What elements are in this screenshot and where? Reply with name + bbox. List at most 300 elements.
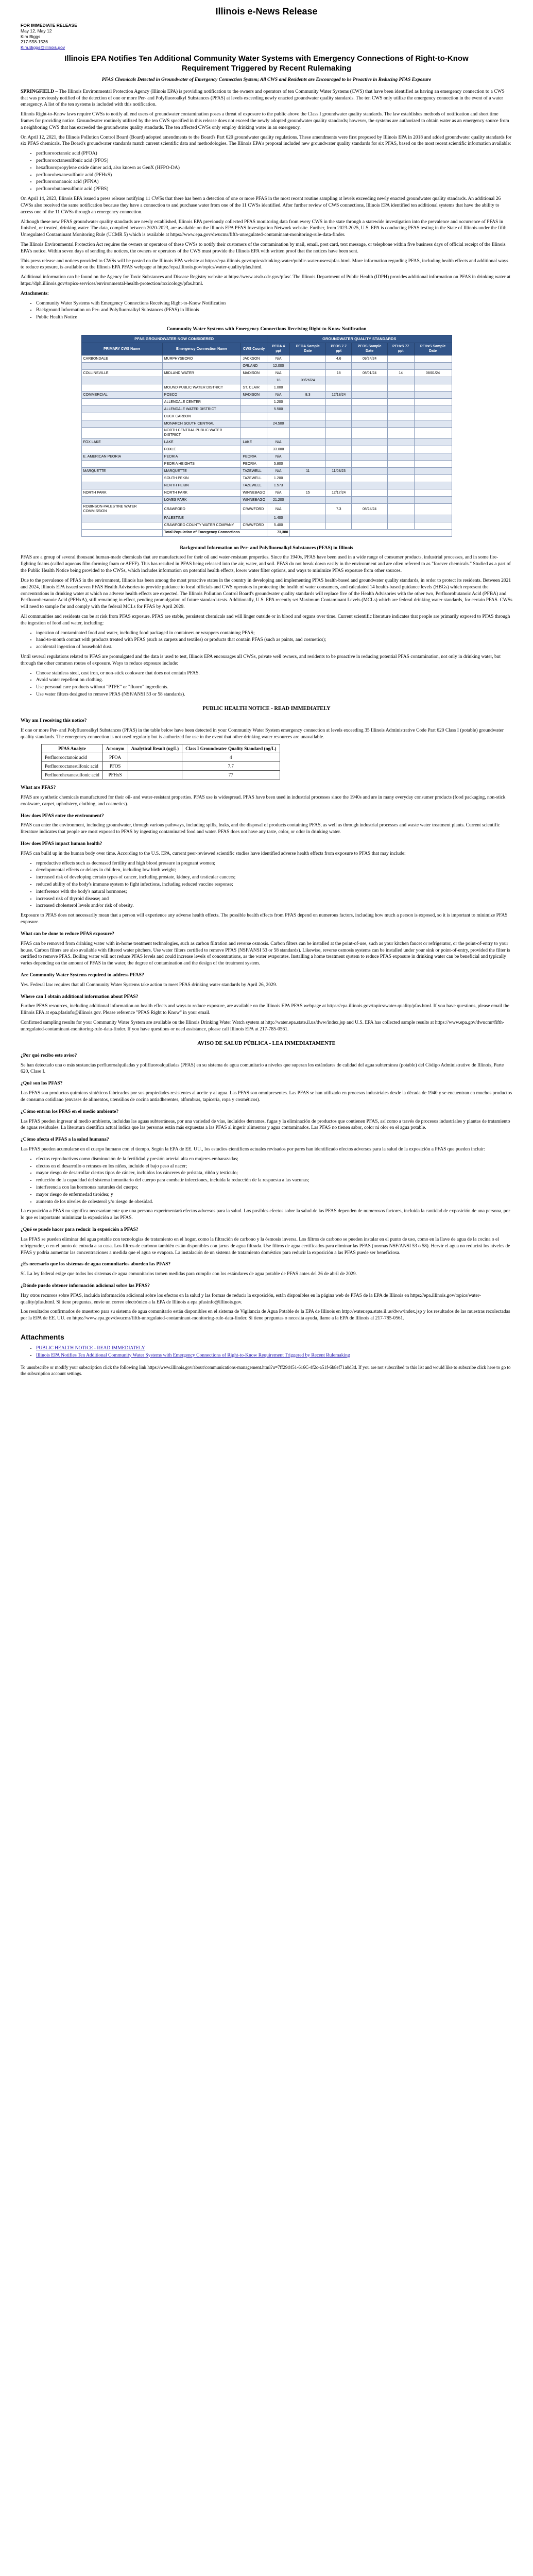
table-row bbox=[81, 427, 452, 438]
table-cell: 18 bbox=[326, 369, 352, 377]
table-cell bbox=[352, 453, 387, 460]
table-cell: LOVES PARK bbox=[162, 496, 241, 503]
table-cell: MOUND PUBLIC WATER DISTRICT bbox=[162, 384, 241, 391]
table-cell bbox=[352, 391, 387, 398]
table-cell bbox=[387, 405, 414, 413]
table-row bbox=[81, 522, 452, 529]
paragraph: On April 12, 2021, the Illinois Pollution Control Board (Board) adopted amendments to the Board's Part 620 groundwater quality regulations. These amendments were first proposed by Illinois EPA in 2018 and added groundwater quality standards for six PFAS chemicals. The Board's groundwater standards match current scientific data and methodologies. The Illinois EPA's proposal included new groundwater quality standards for six PFAS, based on the most recent scientific information available: bbox=[21, 134, 512, 147]
table-cell: MONARCH SOUTH CENTRAL bbox=[162, 420, 241, 427]
table-row bbox=[42, 753, 280, 761]
table-cell bbox=[81, 529, 162, 536]
pfas-list bbox=[21, 150, 512, 193]
table-cell: 08/01/24 bbox=[414, 369, 452, 377]
table-cell bbox=[290, 420, 326, 427]
table-cell bbox=[81, 482, 162, 489]
table-cell bbox=[387, 496, 414, 503]
answer: PFAS can be removed from drinking water with in-home treatment technologies, such as carbon filtration and reverse osmosis. Carbon filters can be installed at the point-of-use, such as your kitchen faucet or refrigerator, or the point-of-entry to your house. Carbon filters are also available with filtered water pitchers. Use water filters certified to remove PFAS (NSF/ANSI 53 or 58 standards). Likewise, reverse osmosis systems can be installed under your sink or point-of-entry, provided the filter is certified to remove PFAS. Boiling water will not reduce PFAS levels and could increase levels of concentrations, as the water evaporates. Installing a home treatment system to reduce PFAS exposure in drinking water can be beneficial and typically varies depending on the amount of PFAS in the water, the degree of contamination and the design of the treatment system. bbox=[21, 941, 510, 967]
total-row bbox=[81, 529, 452, 536]
table-cell: 4.6 bbox=[326, 355, 352, 362]
table-cell bbox=[387, 453, 414, 460]
table-title: Community Water Systems with Emergency Connections Receiving Right-to-Know Notification bbox=[166, 327, 367, 332]
contact-email-link[interactable]: Kim.Biggs@illinois.gov bbox=[21, 44, 65, 50]
table-row bbox=[81, 515, 452, 522]
table-cell bbox=[241, 427, 267, 438]
spanish-health-effects-list bbox=[21, 1156, 512, 1206]
table-cell bbox=[414, 446, 452, 453]
table-cell: POSCO bbox=[162, 391, 241, 398]
list-item: • perfluorooctanesulfonic acid (PFOS) bbox=[36, 158, 512, 164]
table-cell bbox=[414, 496, 452, 503]
table-cell: 18 bbox=[267, 377, 290, 384]
table-cell: 09/24/24 bbox=[352, 355, 387, 362]
background-title: Background Information on Per- and Polyfluoroalkyl Substances (PFAS) in Illinois bbox=[180, 545, 353, 551]
table-cell bbox=[326, 496, 352, 503]
table-cell bbox=[387, 420, 414, 427]
table-cell bbox=[387, 482, 414, 489]
attachment-link-release[interactable]: Illinois EPA Notifies Ten Additional Community Water Systems with Emergency Connections of Right-to-Know Requirement Triggered by Recent Rulemaking bbox=[36, 1352, 350, 1358]
question: ¿Qué se puede hacer para reducir la exposición a PFAS? bbox=[21, 1227, 139, 1233]
table-row bbox=[81, 467, 452, 474]
table-cell bbox=[326, 398, 352, 405]
table-cell: TAZEWELL bbox=[241, 482, 267, 489]
table-row bbox=[81, 377, 452, 384]
table-cell bbox=[290, 460, 326, 467]
list-item: • Use personal care products without "PTFE" or "fluoro" ingredients. bbox=[36, 684, 512, 691]
table-row bbox=[81, 482, 452, 489]
table-cell bbox=[290, 496, 326, 503]
table-cell: CARBONDALE bbox=[81, 355, 162, 362]
table-cell bbox=[387, 384, 414, 391]
table-cell: MADISON bbox=[241, 391, 267, 398]
table-cell bbox=[387, 522, 414, 529]
contact-phone: 217-558-1536 bbox=[21, 39, 48, 45]
list-item: • increased cholesterol levels and/or risk of obesity. bbox=[36, 903, 512, 909]
table-cell bbox=[352, 413, 387, 420]
table-row bbox=[81, 453, 452, 460]
table-cell: 1.200 bbox=[267, 474, 290, 482]
table-cell bbox=[414, 522, 452, 529]
table-cell: 1.400 bbox=[267, 515, 290, 522]
table-row bbox=[81, 362, 452, 369]
table-cell: ORLAND bbox=[241, 362, 267, 369]
table-cell bbox=[267, 413, 290, 420]
paragraph: All communities and residents can be at risk from PFAS exposure. PFAS are stable, persistent chemicals and will linger outside or in blood and organs over time. Current scientific literature indicates that people are primarily exposed to PFAS through the ingestion of food and water, including: bbox=[21, 614, 510, 626]
table-cell bbox=[387, 515, 414, 522]
table-row bbox=[81, 398, 452, 405]
table-cell bbox=[414, 384, 452, 391]
table-cell: PEORIA bbox=[162, 453, 241, 460]
table-cell bbox=[81, 515, 162, 522]
column-header: PRIMARY CWS Name bbox=[81, 343, 162, 355]
answer: Se han detectado una o más sustancias perfluoroalquiladas y polifluoroalquiladas (PFAS) en su sistema de agua comunitario a niveles que superan los estándares de calidad del agua subterránea (potable) del Código Administrativo de Illinois, Parte 620, Clase I. bbox=[21, 1062, 504, 1075]
table-cell: MARQUETTE bbox=[81, 467, 162, 474]
table-cell bbox=[414, 515, 452, 522]
answer: Hay otros recursos sobre PFAS, incluida información adicional sobre los efectos en la salud y las formas de reducir la exposición, están disponibles en la página web de PFAS de la EPA de Illinois en https://epa.illinois.gov/topics/water-quality/pfas.html. Si tiene preguntas, envíe un correo electrónico a la EPA de Illinois a epa.pfasinfo@illinois.gov. bbox=[21, 1293, 481, 1305]
column-header: PFOA Sample Date bbox=[290, 343, 326, 355]
table-cell bbox=[81, 522, 162, 529]
table-row bbox=[81, 460, 452, 467]
table-cell: PALESTINE bbox=[162, 515, 241, 522]
column-header: CWS County bbox=[241, 343, 267, 355]
list-item: • interference with the body's natural hormones; bbox=[36, 889, 512, 895]
table-cell: WINNEBAGO bbox=[241, 496, 267, 503]
question: What can be done to reduce PFAS exposure? bbox=[21, 931, 114, 937]
table-cell: NORTH PARK bbox=[162, 489, 241, 496]
table-cell bbox=[290, 398, 326, 405]
table-row bbox=[81, 405, 452, 413]
systems-body bbox=[81, 355, 452, 536]
release-label: FOR IMMEDIATE RELEASE bbox=[21, 23, 77, 28]
table-cell: 4 bbox=[182, 753, 280, 761]
table-cell bbox=[414, 467, 452, 474]
list-item: • Community Water Systems with Emergency Connections Receiving Right-to-Know Notification bbox=[36, 300, 512, 307]
exposure-list bbox=[21, 630, 512, 651]
answer: Further PFAS resources, including additional information on health effects and ways to reduce exposure, are available on the Illinois EPA PFAS webpage at https://epa.illinois.gov/topics/water-quality/pfas.html. If you have questions, please email the Illinois EPA at epa.pfasinfo@illinois.gov. Please reference "PFAS Right to Know" in your email. bbox=[21, 1004, 509, 1016]
table-cell bbox=[162, 362, 241, 369]
group-header: PFAS GROUNDWATER NOW CONSIDERED bbox=[81, 335, 267, 343]
table-cell bbox=[290, 384, 326, 391]
question: Are Community Water Systems required to address PFAS? bbox=[21, 972, 144, 978]
table-cell bbox=[387, 413, 414, 420]
list-item: • efectos reproductivos como disminución de la fertilidad y presión arterial alta en mujeres embarazadas; bbox=[36, 1156, 512, 1163]
table-cell bbox=[326, 362, 352, 369]
table-cell bbox=[414, 503, 452, 515]
list-item: • Choose stainless steel, cast iron, or non-stick cookware that does not contain PFAS. bbox=[36, 670, 512, 677]
table-cell: N/A bbox=[267, 467, 290, 474]
table-cell: PEORIA bbox=[241, 453, 267, 460]
table-cell bbox=[326, 522, 352, 529]
table-cell: 8.3 bbox=[290, 391, 326, 398]
paragraph: On April 14, 2023, Illinois EPA issued a press release notifying 11 CWSs that there has been a detection of one or more PFAS in the most recent routine sampling at levels exceeding newly enacted groundwater quality standards. An additional 26 CWSs also received the same notification because they have a connection to and purchase water from one of the 11 CWSs identified. After further review of CWS connections, Illinois EPA identified ten additional systems that have the ability to access one of the 11 CWSs through an emergency connection. bbox=[21, 196, 501, 215]
table-cell bbox=[352, 446, 387, 453]
list-item: • Avoid water repellent on clothing. bbox=[36, 677, 512, 684]
column-header: Class I Groundwater Quality Standard (ng/L) bbox=[182, 744, 280, 753]
table-cell bbox=[352, 515, 387, 522]
table-cell bbox=[387, 355, 414, 362]
table-cell bbox=[128, 761, 182, 770]
table-cell bbox=[387, 460, 414, 467]
table-cell bbox=[290, 362, 326, 369]
list-item: • aumento de los niveles de colesterol y/o riesgo de obesidad. bbox=[36, 1199, 512, 1206]
table-cell: 12/18/24 bbox=[326, 391, 352, 398]
table-row bbox=[81, 384, 452, 391]
table-cell: MURPHYSBORO bbox=[162, 355, 241, 362]
column-header: Acronym bbox=[102, 744, 128, 753]
list-item: • ingestion of contaminated food and water, including food packaged in containers or wrappers containing PFAS; bbox=[36, 630, 512, 637]
list-item: • reproductive effects such as decreased fertility and high blood pressure in pregnant women; bbox=[36, 860, 512, 867]
table-row bbox=[81, 446, 452, 453]
header-row bbox=[42, 744, 280, 753]
table-cell: LAKE bbox=[241, 438, 267, 446]
table-cell bbox=[387, 362, 414, 369]
table-cell bbox=[326, 413, 352, 420]
table-cell: FOX LAKE bbox=[81, 438, 162, 446]
table-cell: N/A bbox=[267, 453, 290, 460]
table-row bbox=[42, 761, 280, 770]
table-cell: MIDLAND WATER bbox=[162, 369, 241, 377]
column-header: PFOS Sample Date bbox=[352, 343, 387, 355]
table-cell: NORTH PEKIN bbox=[162, 482, 241, 489]
answer: Las PFAS se pueden eliminar del agua potable con tecnologías de tratamiento en el hogar, como la filtración de carbono y la ósmosis inversa. Los filtros de carbono se pueden instalar en el punto de uso, como en la llave de agua de la cocina o el refrigerador, o en el punto de entrada a su casa. Los filtros de carbono también están disponibles con jarras de agua filtrada. Use filtros de agua certificados para eliminar las PFAS (normas NSF/ANSI 53 o 58). Hervir el agua no reducirá los niveles de PFAS y podría aumentar las concentraciones a medida que el agua se evapora. La instalación de un sistema de tratamiento doméstico para reducir la exposición a las PFAS puede ser beneficiosa. bbox=[21, 1236, 510, 1256]
question: What are PFAS? bbox=[21, 785, 56, 791]
table-cell: 7.7 bbox=[182, 761, 280, 770]
table-cell bbox=[414, 420, 452, 427]
column-header: PFHxS Sample Date bbox=[414, 343, 452, 355]
table-cell: N/A bbox=[267, 503, 290, 515]
table-cell: 1.000 bbox=[267, 384, 290, 391]
table-cell bbox=[290, 355, 326, 362]
table-cell bbox=[352, 420, 387, 427]
table-cell bbox=[162, 377, 241, 384]
table-cell bbox=[326, 420, 352, 427]
table-cell bbox=[81, 427, 162, 438]
table-cell bbox=[241, 515, 267, 522]
table-cell bbox=[387, 377, 414, 384]
table-cell: LAKE bbox=[162, 438, 241, 446]
table-row bbox=[81, 355, 452, 362]
table-cell bbox=[290, 522, 326, 529]
table-cell: JACKSON bbox=[241, 355, 267, 362]
table-cell bbox=[387, 398, 414, 405]
table-cell bbox=[414, 413, 452, 420]
answer: If one or more Per- and Polyfluoroalkyl Substances (PFAS) in the table below have been detected in your Community Water System emergency connection at levels exceeding 35 Illinois Administrative Code Part 620 Class I (potable) groundwater quality standards. The emergency connection is not used regularly but is authorized for use in the event that other drinking water resources are unavailable. bbox=[21, 727, 504, 740]
paragraph: This press release and notices provided to CWSs will be posted on the Illinois EPA website at https://epa.illinois.gov/topics/drinking-water/public-water-users/pfas.html. More information regarding PFAS, including health effects and additional ways to reduce exposure, is available on the Illinois EPA PFAS webpage at https://epa.illinois.gov/topics/water-quality/pfas.html. bbox=[21, 258, 508, 270]
dateline: SPRINGFIELD bbox=[21, 89, 54, 94]
table-cell: 08/01/24 bbox=[352, 369, 387, 377]
table-cell bbox=[81, 405, 162, 413]
table-cell bbox=[290, 529, 452, 536]
table-cell bbox=[352, 489, 387, 496]
release-meta bbox=[21, 23, 512, 50]
table-cell: NORTH CENTRAL PUBLIC WATER DISTRICT bbox=[162, 427, 241, 438]
table-cell bbox=[414, 489, 452, 496]
answer: Las PFAS son productos químicos sintéticos fabricados por sus propiedades resistentes al aceite y al agua. Las PFAS son omnipresentes. Las PFAS se han utilizado en procesos industriales desde la década de 1940 y se encuentran en muchos productos de consumo cotidiano (envases de alimentos, utensilios de cocina antiadherentes, alfombras, tapicería, ropa y cosméticos). bbox=[21, 1091, 512, 1103]
table-cell bbox=[290, 369, 326, 377]
table-cell bbox=[290, 446, 326, 453]
table-cell bbox=[414, 474, 452, 482]
total-label: Total Population of Emergency Connections bbox=[162, 529, 267, 536]
table-row bbox=[81, 489, 452, 496]
table-cell bbox=[352, 377, 387, 384]
table-row bbox=[81, 420, 452, 427]
table-cell bbox=[352, 522, 387, 529]
table-cell bbox=[290, 405, 326, 413]
table-cell bbox=[414, 391, 452, 398]
list-item: • reducción de la capacidad del sistema inmunitario del cuerpo para combatir infecciones, incluida la reducción de la respuesta a las vacunas; bbox=[36, 1177, 512, 1184]
table-cell: PEORIA bbox=[241, 460, 267, 467]
table-cell bbox=[352, 496, 387, 503]
table-cell bbox=[352, 460, 387, 467]
table-row bbox=[81, 391, 452, 398]
table-cell bbox=[352, 467, 387, 474]
release-date: May 12, May 12 bbox=[21, 28, 52, 33]
table-cell: 15 bbox=[290, 489, 326, 496]
question: ¿Cómo entran los PFAS en el medio ambiente? bbox=[21, 1109, 119, 1114]
column-header: Emergency Connection Name bbox=[162, 343, 241, 355]
table-cell: 5.500 bbox=[267, 405, 290, 413]
table-cell bbox=[414, 398, 452, 405]
list-item: • mayor riesgo de enfermedad tiroidea; y bbox=[36, 1192, 512, 1198]
table-cell bbox=[387, 438, 414, 446]
attachments-label: Attachments: bbox=[21, 291, 49, 296]
table-cell bbox=[352, 398, 387, 405]
unsubscribe-note: To unsubscribe or modify your subscription click the following link https://www.illinois.gov/about/communications-management.html?u=7ff29d451-616C-4f2c-a51f-6b8ef71a0d3d. If you are not subscribed to this list and would like to subscribe click here to go to the subscription account settings. bbox=[21, 1364, 511, 1376]
table-cell bbox=[81, 413, 162, 420]
table-cell: 77 bbox=[182, 770, 280, 779]
table-cell bbox=[387, 489, 414, 496]
list-item: • Use water filters designed to remove PFAS (NSF/ANSI 53 or 58 standards). bbox=[36, 691, 512, 698]
list-item: • hexafluoropropylene oxide dimer acid, also known as GenX (HFPO-DA) bbox=[36, 165, 512, 172]
page bbox=[21, 0, 512, 1377]
table-cell bbox=[81, 446, 162, 453]
table-cell bbox=[387, 503, 414, 515]
table-cell bbox=[352, 362, 387, 369]
list-item: • perfluorononanoic acid (PFNA) bbox=[36, 179, 512, 185]
table-cell: Perfluorohexanesulfonic acid bbox=[42, 770, 103, 779]
table-cell bbox=[128, 753, 182, 761]
table-row bbox=[81, 413, 452, 420]
answer: Los resultados confirmados de muestreo para su sistema de agua comunitario están disponibles en el sistema de Vigilancia de Agua Potable de la EPA de Illinois en http://water.epa.state.il.us/dww/index.jsp y los resultados de las muestras recolectadas por la EPA de EE. UU. en https://www.epa.gov/dwucmr/fifth-unregulated-contaminant-monitoring-rule-data-finder. Si tiene preguntas o necesita ayuda, llame a la EPA de Illinois al 217-785-0561. bbox=[21, 1309, 510, 1321]
table-cell bbox=[414, 377, 452, 384]
table-cell: MARQUETTE bbox=[162, 467, 241, 474]
table-cell: 1.573 bbox=[267, 482, 290, 489]
list-item: • developmental effects or delays in children, including low birth weight; bbox=[36, 867, 512, 874]
table-cell bbox=[241, 377, 267, 384]
table-cell: Perfluorooctanesulfonic acid bbox=[42, 761, 103, 770]
table-cell bbox=[290, 482, 326, 489]
table-cell bbox=[290, 413, 326, 420]
reduce-list bbox=[21, 670, 512, 698]
table-cell: PFOS bbox=[102, 761, 128, 770]
notice-title: PUBLIC HEALTH NOTICE - READ IMMEDIATELY bbox=[202, 705, 331, 711]
column-header: PFOA 4 ppt bbox=[267, 343, 290, 355]
table-cell: NORTH PARK bbox=[81, 489, 162, 496]
table-cell: 5.800 bbox=[267, 460, 290, 467]
table-cell: N/A bbox=[267, 355, 290, 362]
table-cell bbox=[241, 398, 267, 405]
table-cell: N/A bbox=[267, 391, 290, 398]
list-item: • reduced ability of the body's immune system to fight infections, including reduced vaccine response; bbox=[36, 882, 512, 888]
column-header: PFOS 7.7 ppt bbox=[326, 343, 352, 355]
table-cell: 14 bbox=[387, 369, 414, 377]
headline: Illinois EPA Notifies Ten Additional Community Water Systems with Emergency Connections of Right-to-Know Requirement Triggered by Recent Rulemaking bbox=[64, 54, 469, 73]
paragraph: PFAS are a group of several thousand human-made chemicals that are manufactured for their oil and water-resistant properties. Since the 1940s, PFAS have been used in a wide range of consumer products, industrial processes, and in some fire-fighting foams (called aqueous film-forming foam or AFFF). This has resulted in PFAS being released into the air, water, and soil. PFAS do not break down easily in the environment and are often referred to as "forever chemicals." Studied as a part of the Public Health Notice being provided to the CWSs, which includes information on potential health effects, lower water filter options, and ways to minimize PFAS exposure from other sources. bbox=[21, 555, 511, 574]
question: ¿Cómo afecta el PFAS a la salud humana? bbox=[21, 1137, 109, 1143]
table-cell bbox=[241, 413, 267, 420]
table-cell: 1.200 bbox=[267, 398, 290, 405]
total-value: 73,380 bbox=[267, 529, 290, 536]
table-cell bbox=[414, 438, 452, 446]
table-cell: 11/08/23 bbox=[326, 467, 352, 474]
table-cell bbox=[414, 355, 452, 362]
table-cell: 21.200 bbox=[267, 496, 290, 503]
table-cell: 33.000 bbox=[267, 446, 290, 453]
table-cell: COLLINSVILLE bbox=[81, 369, 162, 377]
table-cell bbox=[290, 515, 326, 522]
lead-paragraph: SPRINGFIELD – The Illinois Environmental Protection Agency (Illinois EPA) is providing notification to the owners and operators of ten Community Water Systems (CWS) that have been identified as having an emergency connection to a CWS that was previously notified of the detection of one or more Per- and Polyfluoroalkyl Substances (PFAS) at levels exceeding newly enacted groundwater quality standards. The ten CWS only utilize the emergency connection in the event of a water emergency. A list of the ten systems is included with this notification. bbox=[21, 89, 505, 108]
table-cell: PEORIA HEIGHTS bbox=[162, 460, 241, 467]
table-cell: CRAWFORD bbox=[241, 503, 267, 515]
table-cell: COMMERCIAL bbox=[81, 391, 162, 398]
pfas-table bbox=[41, 744, 280, 780]
group-header: GROUNDWATER QUALITY STANDARDS bbox=[267, 335, 452, 343]
table-cell bbox=[352, 384, 387, 391]
table-cell bbox=[414, 453, 452, 460]
table-cell bbox=[352, 427, 387, 438]
table-cell bbox=[241, 420, 267, 427]
table-cell: 24.500 bbox=[267, 420, 290, 427]
table-cell bbox=[128, 770, 182, 779]
table-cell bbox=[414, 482, 452, 489]
table-cell bbox=[387, 391, 414, 398]
paragraph: Additional information can be found on the Agency for Toxic Substances and Disease Registry website at https://www.atsdr.cdc.gov/pfas/. The Illinois Department of Public Health (IDPH) provides additional information on PFAS in drinking water at https://dph.illinois.gov/topics-services/environmental-health-protection/toxicology/pfas.html. bbox=[21, 275, 511, 287]
question: ¿Es necesario que los sistemas de agua comunitarios aborden las PFAS? bbox=[21, 1262, 171, 1267]
table-cell: 12.000 bbox=[267, 362, 290, 369]
paragraph: Although these new PFAS groundwater quality standards are newly established, Illinois EPA previously collected PFAS monitoring data from every CWS in the state through a statewide investigation into the prevalence and occurrence of PFAS in finished, or treated, drinking water. The data, compiled between 2020-2023, are available on the Illinois EPA PFAS Investigation Network website. Further, from 2023-2025, U.S. EPA is conducting PFAS testing in the State of Illinois under the fifth Unregulated Contaminant Monitoring Rule (UCMR 5) which is available at https://www.epa.gov/dwucmr/fifth-unregulated-contaminant-monitoring-rule-data-finder. bbox=[21, 219, 507, 238]
answer: PFAS can enter the environment, including groundwater, through various pathways, including spills, leaks, and the disposal of products containing PFAS, as well as through industrial processes and waste water treatment plants. Current scientific literature indicates that people are most exposed to PFAS by ingesting contaminated food and water. PFAS does not have any taste, color, or odor in drinking water. bbox=[21, 823, 500, 835]
table-cell bbox=[326, 474, 352, 482]
answer: PFAS are synthetic chemicals manufactured for their oil- and water-resistant properties. PFAS use is widespread. PFAS have been used in industrial processes since the 1940s and are in many everyday consumer products (food packaging, non-stick cookware, carpet, upholstery, clothing, and cosmetics). bbox=[21, 794, 506, 807]
attachment-link-notice[interactable]: PUBLIC HEALTH NOTICE - READ IMMEDIATELY bbox=[36, 1345, 145, 1351]
table-cell: 7.3 bbox=[326, 503, 352, 515]
table-cell bbox=[387, 427, 414, 438]
paragraph: Due to the prevalence of PFAS in the environment, Illinois has been among the most proactive states in the country in developing and implementing PFAS health-based and groundwater quality standards, in order to protect its residents. Between 2021 and 2024, Illinois EPA issued seven PFAS Health Advisories to provide guidance to local officials and CWS operators in protecting the health of water consumers, and calculated 14 health-based guidance levels (HBGs) which represent the concentrations in drinking water at which no adverse health effects are expected. The Illinois Pollution Control Board's groundwater quality standards will replace five of the Health Advisories with the other two, Perfluorobutanoic Acid (PFBA) and Perfluorohexanoic Acid (PFHxA), still remaining in effect, pending promulgation of future standard-tests. Additionally, U.S. EPA recently set Maximum Contaminant Levels (MCLs) which are federal drinking water standards, for certain PFAS. CWSs will need to sample for and comply with the federal MCLs for PFAS by April 2029. bbox=[21, 578, 512, 610]
question: Why am I receiving this notice? bbox=[21, 718, 87, 724]
table-cell: 08/24/24 bbox=[352, 503, 387, 515]
table-cell bbox=[290, 503, 326, 515]
table-cell bbox=[290, 427, 326, 438]
question: ¿Por qué recibo este aviso? bbox=[21, 1053, 77, 1058]
list-item: • mayor riesgo de desarrollar ciertos tipos de cáncer, incluidos los cánceres de próstata, riñón y testículo; bbox=[36, 1170, 512, 1177]
systems-table bbox=[81, 335, 452, 537]
answer: La exposición a PFAS no significa necesariamente que una persona experimentará efectos adversos para la salud. Los posibles efectos sobre la salud de las PFAS dependen de numerosos factores, incluida la cantidad de exposición de una persona, por lo que es importante minimizar la exposición a las PFAS. bbox=[21, 1209, 510, 1221]
column-header: Analytical Result (ug/L) bbox=[128, 744, 182, 753]
table-cell bbox=[290, 474, 326, 482]
paragraph: Until several regulations related to PFAS are promulgated and the data is used to test, Illinois EPA encourages all CWSs, private well owners, and residents to be proactive in reducing potential PFAS contamination, not only in drinking water, but through the other common routes of exposure. Ways to reduce exposure include: bbox=[21, 654, 501, 666]
question: ¿Dónde puedo obtener información adicional sobre las PFAS? bbox=[21, 1283, 150, 1289]
table-cell bbox=[352, 482, 387, 489]
contact-name: Kim Biggs bbox=[21, 33, 41, 39]
attachment-links bbox=[21, 1345, 512, 1359]
list-item: • increased risk of thyroid disease; and bbox=[36, 896, 512, 903]
table-cell: CRAWFORD bbox=[162, 503, 241, 515]
table-cell bbox=[81, 460, 162, 467]
table-cell: FOXLE bbox=[162, 446, 241, 453]
answer: Yes. Federal law requires that all Community Water Systems take action to meet PFAS drinking water standards by April 26, 2029. bbox=[21, 982, 277, 988]
table-cell: ST. CLAIR bbox=[241, 384, 267, 391]
table-cell bbox=[326, 427, 352, 438]
table-row bbox=[81, 438, 452, 446]
table-cell bbox=[81, 474, 162, 482]
table-row bbox=[81, 369, 452, 377]
table-cell bbox=[241, 446, 267, 453]
column-header: PFAS Analyte bbox=[42, 744, 103, 753]
table-cell: N/A bbox=[267, 438, 290, 446]
table-cell bbox=[414, 405, 452, 413]
table-cell bbox=[387, 474, 414, 482]
banner: Illinois e-News Release bbox=[215, 6, 318, 16]
table-cell bbox=[241, 405, 267, 413]
table-cell bbox=[326, 384, 352, 391]
table-cell bbox=[81, 362, 162, 369]
table-cell bbox=[81, 420, 162, 427]
table-cell bbox=[414, 362, 452, 369]
table-cell bbox=[326, 446, 352, 453]
table-cell bbox=[81, 384, 162, 391]
subhead: PFAS Chemicals Detected in Groundwater of Emergency Connection System; All CWS and Residents are Encouraged to be Proactive in Reducing PFAS Exposure bbox=[101, 77, 432, 82]
table-cell bbox=[414, 460, 452, 467]
paragraph: The Illinois Environmental Protection Act requires the owners or operators of these CWSs to notify their customers of the contamination by mail, email, post card, text message, or telephone within five business days of official receipt of the Illinois EPA's notice. Within seven days of sending the notices, the owners or operators of the CWS must provide the Illinois EPA with written proof that the notices have been sent. bbox=[21, 242, 506, 254]
